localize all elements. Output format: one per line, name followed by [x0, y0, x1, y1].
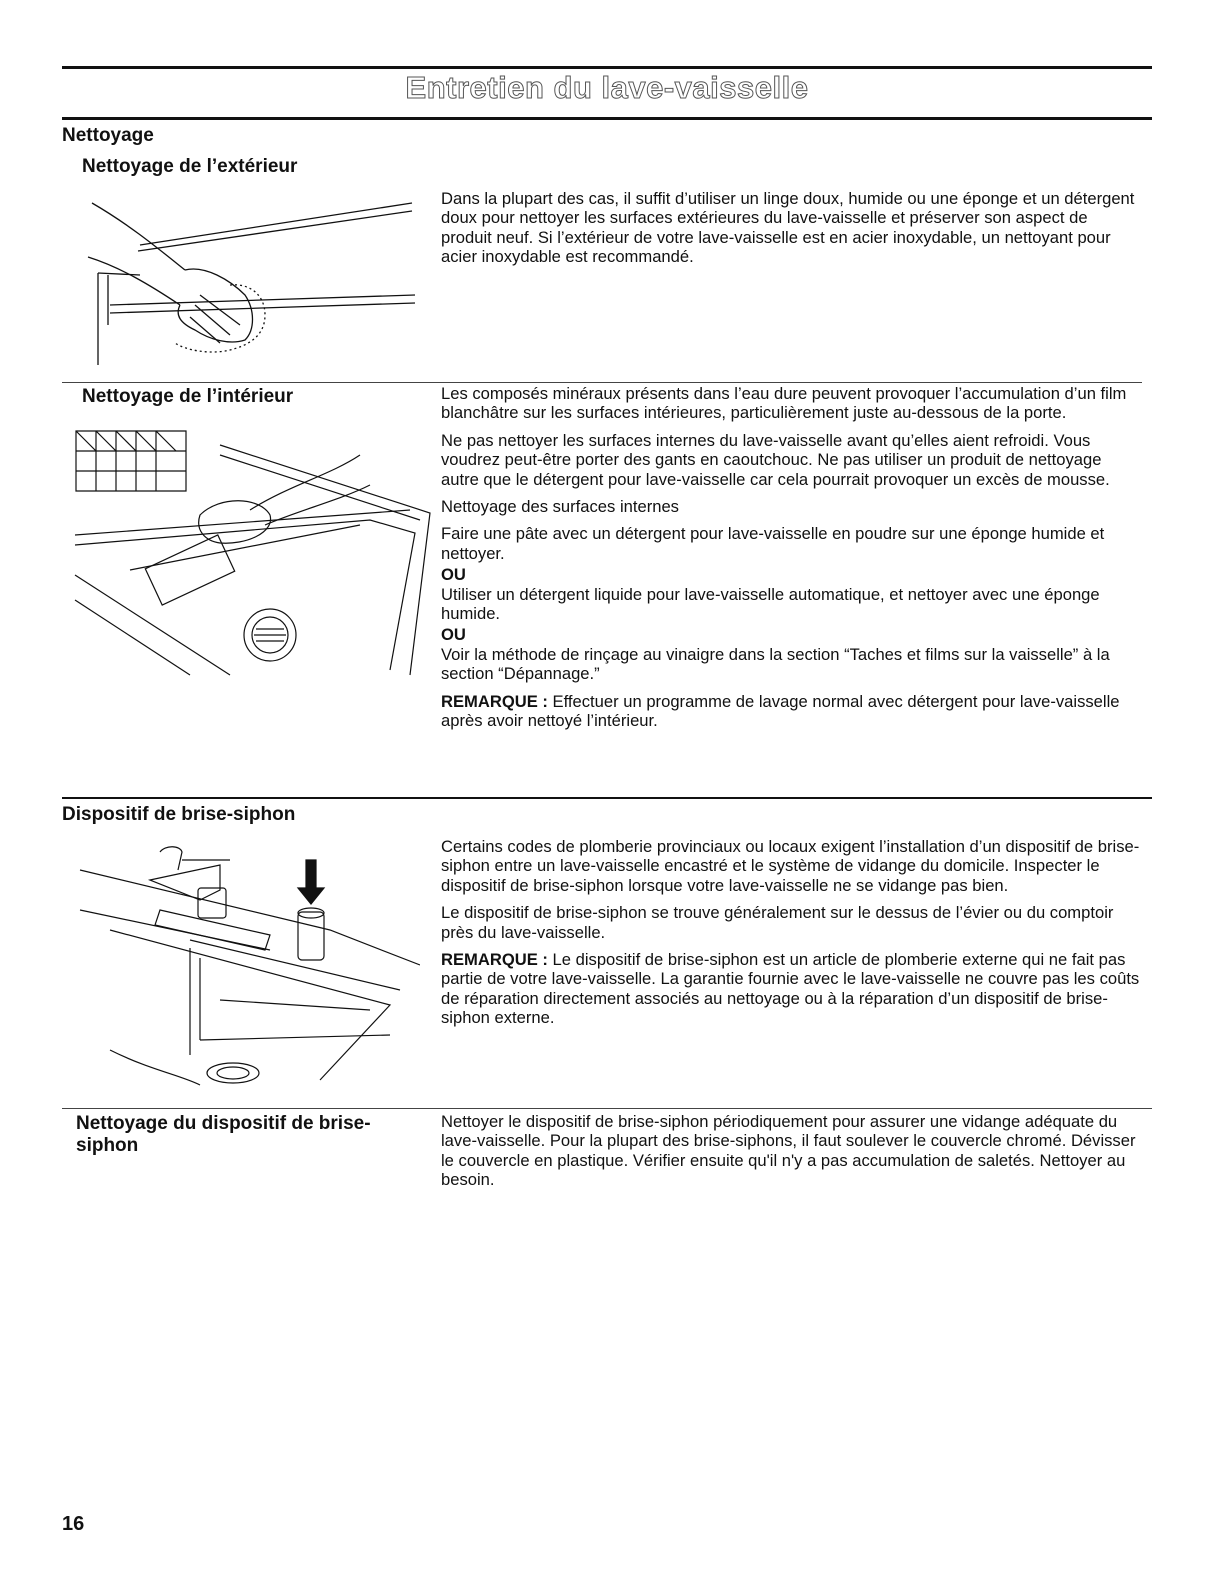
paragraph: Dans la plupart des cas, il suffit d’utiliser un linge doux, humide ou une éponge et un détergent doux pour nettoyer les surfaces extérieures du lave-vaisselle et préserver son aspect de produit neuf. Si l’extérieur de votre lave-vaisselle est en acier inoxydable, un nettoyant pour acier inoxydable est recommandé.	[441, 189, 1135, 267]
text-nettoyage-brise-siphon	[441, 1112, 1141, 1198]
paragraph: Les composés minéraux présents dans l’eau dure peuvent provoquer l’accumulation d’un film blanchâtre sur les surfaces intérieures, particulièrement juste au-dessous de la porte.	[441, 384, 1127, 423]
paragraph: Voir la méthode de rinçage au vinaigre dans la section “Taches et films sur la vaisselle” à la section “Dépannage.”	[441, 644, 1110, 684]
subheading-interieur: Nettoyage de l’intérieur	[82, 386, 294, 407]
text-exterieur	[441, 189, 1141, 275]
paragraph: Certains codes de plomberie provinciaux ou locaux exigent l’installation d’un dispositif de brise-siphon entre un lave-vaisselle encastré et le système de vidange du domicile. Inspecter le dispositif de brise-siphon lorsque votre lave-vaisselle ne se vidange pas bien.	[441, 837, 1140, 895]
or-label: OU	[441, 565, 466, 585]
header-bottom-rule	[62, 117, 1152, 120]
section-heading-brise-siphon: Dispositif de brise-siphon	[62, 804, 296, 825]
note-paragraph	[441, 950, 1141, 1028]
subheading-nettoyage-brise-siphon: Nettoyage du dispositif de brise-siphon	[76, 1113, 371, 1156]
text-interieur	[441, 384, 1141, 739]
paragraph: Nettoyage des surfaces internes	[441, 497, 679, 517]
header-top-rule	[62, 66, 1152, 69]
page-title: Entretien du lave-vaisselle	[405, 70, 809, 105]
interior-cleaning-illustration	[70, 425, 435, 685]
or-label: OU	[441, 625, 466, 645]
air-gap-sink-illustration	[70, 840, 420, 1095]
subheading-exterieur: Nettoyage de l’extérieur	[82, 156, 298, 177]
note-label: REMARQUE :	[441, 691, 548, 711]
note-paragraph	[441, 692, 1141, 731]
paragraph: Le dispositif de brise-siphon se trouve généralement sur le dessus de l’évier ou du comptoir près du lave-vaisselle.	[441, 903, 1114, 942]
section-heading-nettoyage: Nettoyage	[62, 125, 154, 146]
note-text: Le dispositif de brise-siphon est un article de plomberie externe qui ne fait pas partie de votre lave-vaisselle. La garantie fournie avec le lave-vaisselle ne couvre pas les coûts de réparation directement associés au nettoyage ou à la réparation d’un dispositif de brise-siphon externe.	[441, 950, 1140, 1028]
paragraph: Faire une pâte avec un détergent pour lave-vaisselle en poudre sur une éponge humide et nettoyer.	[441, 524, 1105, 563]
paragraph: Nettoyer le dispositif de brise-siphon périodiquement pour assurer une vidange adéquate du lave-vaisselle. Pour la plupart des brise-siphons, il faut soulever le couvercle chromé. Dévisser le couvercle en plastique. Vérifier ensuite qu'il n'y a pas accumulation de saletés. Nettoyer au besoin.	[441, 1112, 1136, 1190]
text-brise-siphon	[441, 837, 1141, 1036]
page-number: 16	[62, 1513, 85, 1535]
divider-nettoyage-brise-siphon	[62, 1108, 1152, 1109]
divider-brise-siphon	[62, 797, 1152, 799]
divider-interieur	[62, 382, 1142, 383]
exterior-cleaning-illustration	[80, 195, 425, 370]
paragraph: Ne pas nettoyer les surfaces internes du lave-vaisselle avant qu’elles aient refroidi. Vous voudrez peut-être porter des gants en caoutchouc. Ne pas utiliser un produit de nettoyage autre que le détergent pour lave-vaisselle car cela pourrait provoquer un excès de mousse.	[441, 430, 1110, 489]
paragraph: Utiliser un détergent liquide pour lave-vaisselle automatique, et nettoyer avec une éponge humide.	[441, 584, 1100, 624]
note-label: REMARQUE :	[441, 950, 548, 970]
note-text: Effectuer un programme de lavage normal avec détergent pour lave-vaisselle après avoir nettoyé l’intérieur.	[441, 691, 1120, 731]
